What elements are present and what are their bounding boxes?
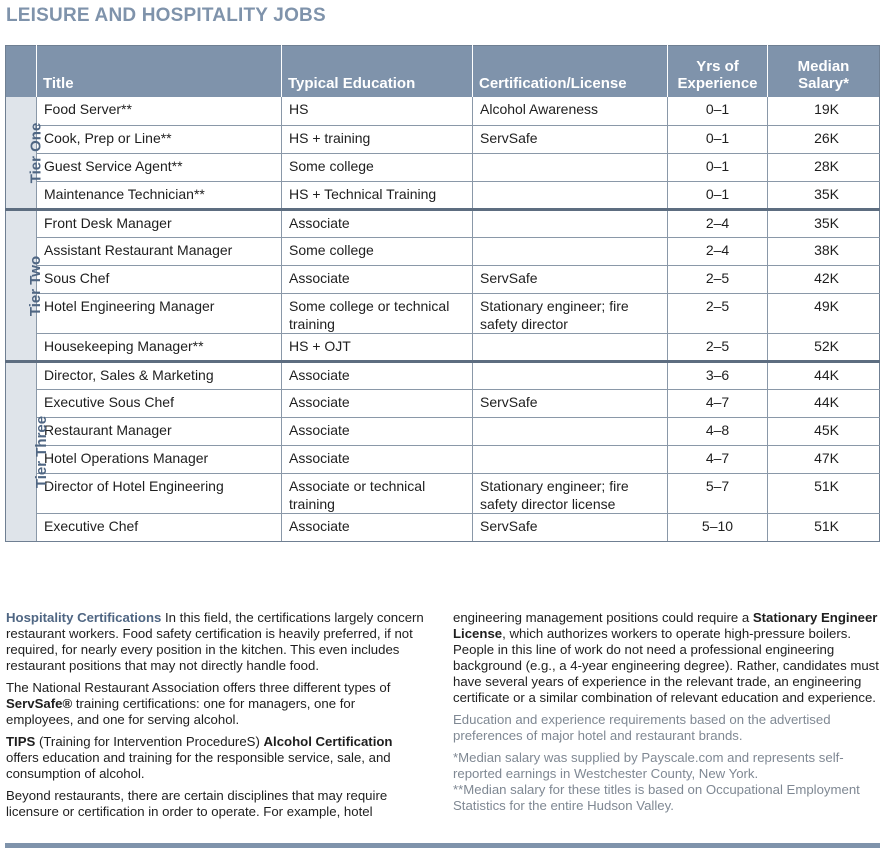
job-salary: 35K bbox=[768, 181, 880, 209]
column-header-certification: Certification/License bbox=[473, 46, 668, 98]
note-licensure: Beyond restaurants, there are certain disciplines that may require licensure or certification in order to operate. For example, hotel bbox=[6, 788, 388, 819]
note-servsafe: The National Restaurant Association offers three different types of ServSafe® training certifications: one for managers, one for employees, and one for serving alcohol. bbox=[6, 680, 391, 727]
job-salary: 51K bbox=[768, 513, 880, 541]
note-tips: TIPS (Training for Intervention ProcedureS) Alcohol Certification offers education and training for the responsible service, sale, and consumption of alcohol. bbox=[6, 734, 393, 781]
tier-label-cell bbox=[6, 209, 45, 361]
job-education: Associate bbox=[282, 417, 473, 445]
job-salary: 38K bbox=[768, 237, 880, 265]
job-education: Associate bbox=[282, 265, 473, 293]
table-row bbox=[6, 473, 880, 513]
job-certification: Stationary engineer; fire safety director bbox=[473, 293, 668, 333]
job-salary: 47K bbox=[768, 445, 880, 473]
job-education: Associate bbox=[282, 209, 473, 237]
table-row bbox=[6, 417, 880, 445]
job-certification bbox=[473, 445, 668, 473]
notes-left-column bbox=[6, 610, 426, 826]
tier-label-cell bbox=[6, 361, 51, 541]
job-experience: 4–7 bbox=[668, 445, 768, 473]
job-salary: 26K bbox=[768, 125, 880, 153]
job-experience: 2–5 bbox=[668, 333, 768, 361]
tier-label: Tier Three bbox=[33, 415, 51, 489]
job-title: Hotel Operations Manager bbox=[37, 445, 282, 473]
column-header-salary: Median Salary* bbox=[768, 46, 880, 98]
table-row bbox=[6, 97, 880, 125]
job-title: Sous Chef bbox=[37, 265, 282, 293]
job-certification bbox=[473, 237, 668, 265]
table-row bbox=[6, 181, 880, 209]
job-experience: 3–6 bbox=[668, 361, 768, 389]
job-salary: 49K bbox=[768, 293, 880, 333]
job-title: Front Desk Manager bbox=[37, 209, 282, 237]
job-salary: 52K bbox=[768, 333, 880, 361]
job-education: HS bbox=[282, 97, 473, 125]
job-experience: 2–5 bbox=[668, 293, 768, 333]
job-salary: 51K bbox=[768, 473, 880, 513]
table-row bbox=[6, 153, 880, 181]
job-certification bbox=[473, 209, 668, 237]
job-title: Director, Sales & Marketing bbox=[37, 361, 282, 389]
table-row bbox=[6, 361, 880, 389]
job-certification bbox=[473, 153, 668, 181]
bottom-rule bbox=[5, 843, 880, 848]
note-hospitality-certifications: Hospitality Certifications In this field, the certifications largely concern restaurant workers. Food safety certification is heavily preferred, if not required, for nearly every position in the kitchen. This even includes restaurant positions that may not directly handle food. bbox=[6, 610, 424, 673]
job-certification: ServSafe bbox=[473, 513, 668, 541]
tier-label: Tier Two bbox=[27, 255, 45, 316]
tier-column-header bbox=[6, 46, 37, 98]
jobs-table bbox=[5, 45, 880, 542]
job-education: Associate bbox=[282, 445, 473, 473]
job-title: Guest Service Agent** bbox=[37, 153, 282, 181]
table-row bbox=[6, 445, 880, 473]
job-education: Some college bbox=[282, 153, 473, 181]
table-row bbox=[6, 265, 880, 293]
note-stationary-engineer: engineering management positions could require a Stationary Engineer License, which authorizes workers to operate high-pressure boilers. People in this line of work do not need a professional engineering background (e.g., a 4-year engineering degree). Rather, candidates must have several years of experience in the relevant trade, an engineering certificate or a similar combination of relevant education and experience. bbox=[453, 610, 879, 705]
tier-label-cell bbox=[6, 97, 45, 209]
job-salary: 45K bbox=[768, 417, 880, 445]
table-row bbox=[6, 293, 880, 333]
table-row bbox=[6, 389, 880, 417]
header-row bbox=[6, 46, 880, 98]
job-title: Housekeeping Manager** bbox=[37, 333, 282, 361]
note-requirements-source: Education and experience requirements based on the advertised preferences of major hotel and restaurant brands. bbox=[453, 712, 831, 743]
job-title: Executive Sous Chef bbox=[37, 389, 282, 417]
job-salary: 28K bbox=[768, 153, 880, 181]
job-education: Associate bbox=[282, 513, 473, 541]
job-education: Some college bbox=[282, 237, 473, 265]
tier-label: Tier One bbox=[27, 122, 45, 184]
job-title: Director of Hotel Engineering bbox=[37, 473, 282, 513]
job-education: Associate bbox=[282, 361, 473, 389]
job-salary: 19K bbox=[768, 97, 880, 125]
job-experience: 5–10 bbox=[668, 513, 768, 541]
job-experience: 5–7 bbox=[668, 473, 768, 513]
notes-right-column bbox=[453, 610, 881, 820]
job-education: HS + training bbox=[282, 125, 473, 153]
job-title: Restaurant Manager bbox=[37, 417, 282, 445]
job-experience: 2–4 bbox=[668, 237, 768, 265]
job-salary: 35K bbox=[768, 209, 880, 237]
note-salary-oes: **Median salary for these titles is based on Occupational Employment Statistics for the entire Hudson Valley. bbox=[453, 782, 860, 813]
job-certification: Stationary engineer; fire safety director license bbox=[473, 473, 668, 513]
job-education: HS + Technical Training bbox=[282, 181, 473, 209]
column-header-experience: Yrs of Experience bbox=[668, 46, 768, 98]
job-title: Cook, Prep or Line** bbox=[37, 125, 282, 153]
job-salary: 44K bbox=[768, 361, 880, 389]
job-salary: 44K bbox=[768, 389, 880, 417]
table-row bbox=[6, 125, 880, 153]
job-title: Food Server** bbox=[37, 97, 282, 125]
job-education: Associate bbox=[282, 389, 473, 417]
job-title: Executive Chef bbox=[37, 513, 282, 541]
job-salary: 42K bbox=[768, 265, 880, 293]
job-title: Maintenance Technician** bbox=[37, 181, 282, 209]
job-experience: 0–1 bbox=[668, 125, 768, 153]
job-education: HS + OJT bbox=[282, 333, 473, 361]
job-certification: ServSafe bbox=[473, 265, 668, 293]
job-experience: 4–8 bbox=[668, 417, 768, 445]
table-row bbox=[6, 209, 880, 237]
table-row bbox=[6, 237, 880, 265]
job-education: Associate or technical training bbox=[282, 473, 473, 513]
table-row bbox=[6, 333, 880, 361]
job-experience: 4–7 bbox=[668, 389, 768, 417]
column-header-education: Typical Education bbox=[282, 46, 473, 98]
table-row bbox=[6, 513, 880, 541]
job-certification: ServSafe bbox=[473, 125, 668, 153]
job-title: Hotel Engineering Manager bbox=[37, 293, 282, 333]
job-experience: 0–1 bbox=[668, 181, 768, 209]
page-title: LEISURE AND HOSPITALITY JOBS bbox=[6, 5, 326, 26]
job-certification bbox=[473, 361, 668, 389]
job-certification bbox=[473, 333, 668, 361]
job-education: Some college or technical training bbox=[282, 293, 473, 333]
job-certification: ServSafe bbox=[473, 389, 668, 417]
job-experience: 2–4 bbox=[668, 209, 768, 237]
job-certification bbox=[473, 417, 668, 445]
job-certification bbox=[473, 181, 668, 209]
job-title: Assistant Restaurant Manager bbox=[37, 237, 282, 265]
column-header-title: Title bbox=[37, 46, 282, 98]
job-experience: 0–1 bbox=[668, 97, 768, 125]
job-experience: 0–1 bbox=[668, 153, 768, 181]
job-experience: 2–5 bbox=[668, 265, 768, 293]
job-certification: Alcohol Awareness bbox=[473, 97, 668, 125]
note-salary-source: *Median salary was supplied by Payscale.com and represents self-reported earnings in Westchester County, New York. bbox=[453, 750, 844, 781]
